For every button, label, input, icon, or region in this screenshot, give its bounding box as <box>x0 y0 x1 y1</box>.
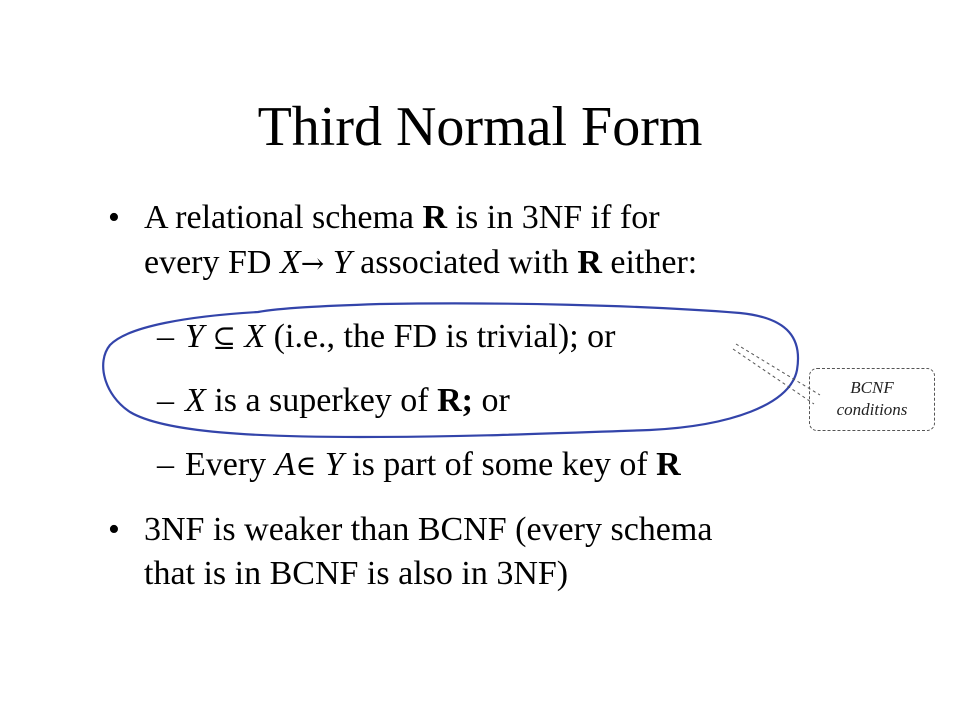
schema-r: R <box>577 244 602 281</box>
callout-line-2: conditions <box>836 400 908 419</box>
text-run: is in 3NF if for <box>447 199 660 236</box>
text-run: (i.e., the FD is trivial); or <box>265 318 616 355</box>
var-y: Y <box>185 318 213 355</box>
schema-r: R <box>422 199 448 236</box>
bullet-2-line-2: that is in BCNF is also in 3NF) <box>144 555 569 592</box>
text-run: associated with <box>351 244 578 281</box>
bullet-2-line-1: 3NF is weaker than BCNF (every schema <box>144 511 713 548</box>
text-run: either: <box>601 244 698 281</box>
hand-drawn-circle <box>103 303 798 437</box>
text-run: A relational schema <box>144 199 423 236</box>
text-run: is part of some key of <box>343 446 657 483</box>
callout-line-1: BCNF <box>850 378 894 397</box>
slide-title: Third Normal Form <box>257 96 703 158</box>
text-run: or <box>473 382 510 419</box>
var-a: A <box>274 446 296 483</box>
var-y: Y <box>316 446 344 483</box>
schema-r: R <box>656 446 681 483</box>
var-y: Y <box>324 244 352 281</box>
subset-symbol: ⊆ <box>212 321 236 354</box>
dash-marker: – <box>157 382 174 419</box>
dash-marker: – <box>157 318 174 355</box>
text-run: is a superkey of <box>205 382 438 419</box>
text-run: every FD <box>144 244 280 281</box>
schema-r: R; <box>437 382 473 419</box>
callout-connector <box>733 344 820 404</box>
var-x: X <box>235 318 266 355</box>
bullet-marker: • <box>108 511 120 548</box>
var-x: X <box>185 382 206 419</box>
bcnf-conditions-callout <box>809 368 935 431</box>
dash-marker: – <box>157 446 174 483</box>
bullet-marker: • <box>108 199 120 236</box>
var-x: X <box>279 244 301 281</box>
element-of-symbol: ∈ <box>295 449 317 482</box>
text-run: Every <box>185 446 275 483</box>
arrow-symbol: → <box>300 247 325 280</box>
